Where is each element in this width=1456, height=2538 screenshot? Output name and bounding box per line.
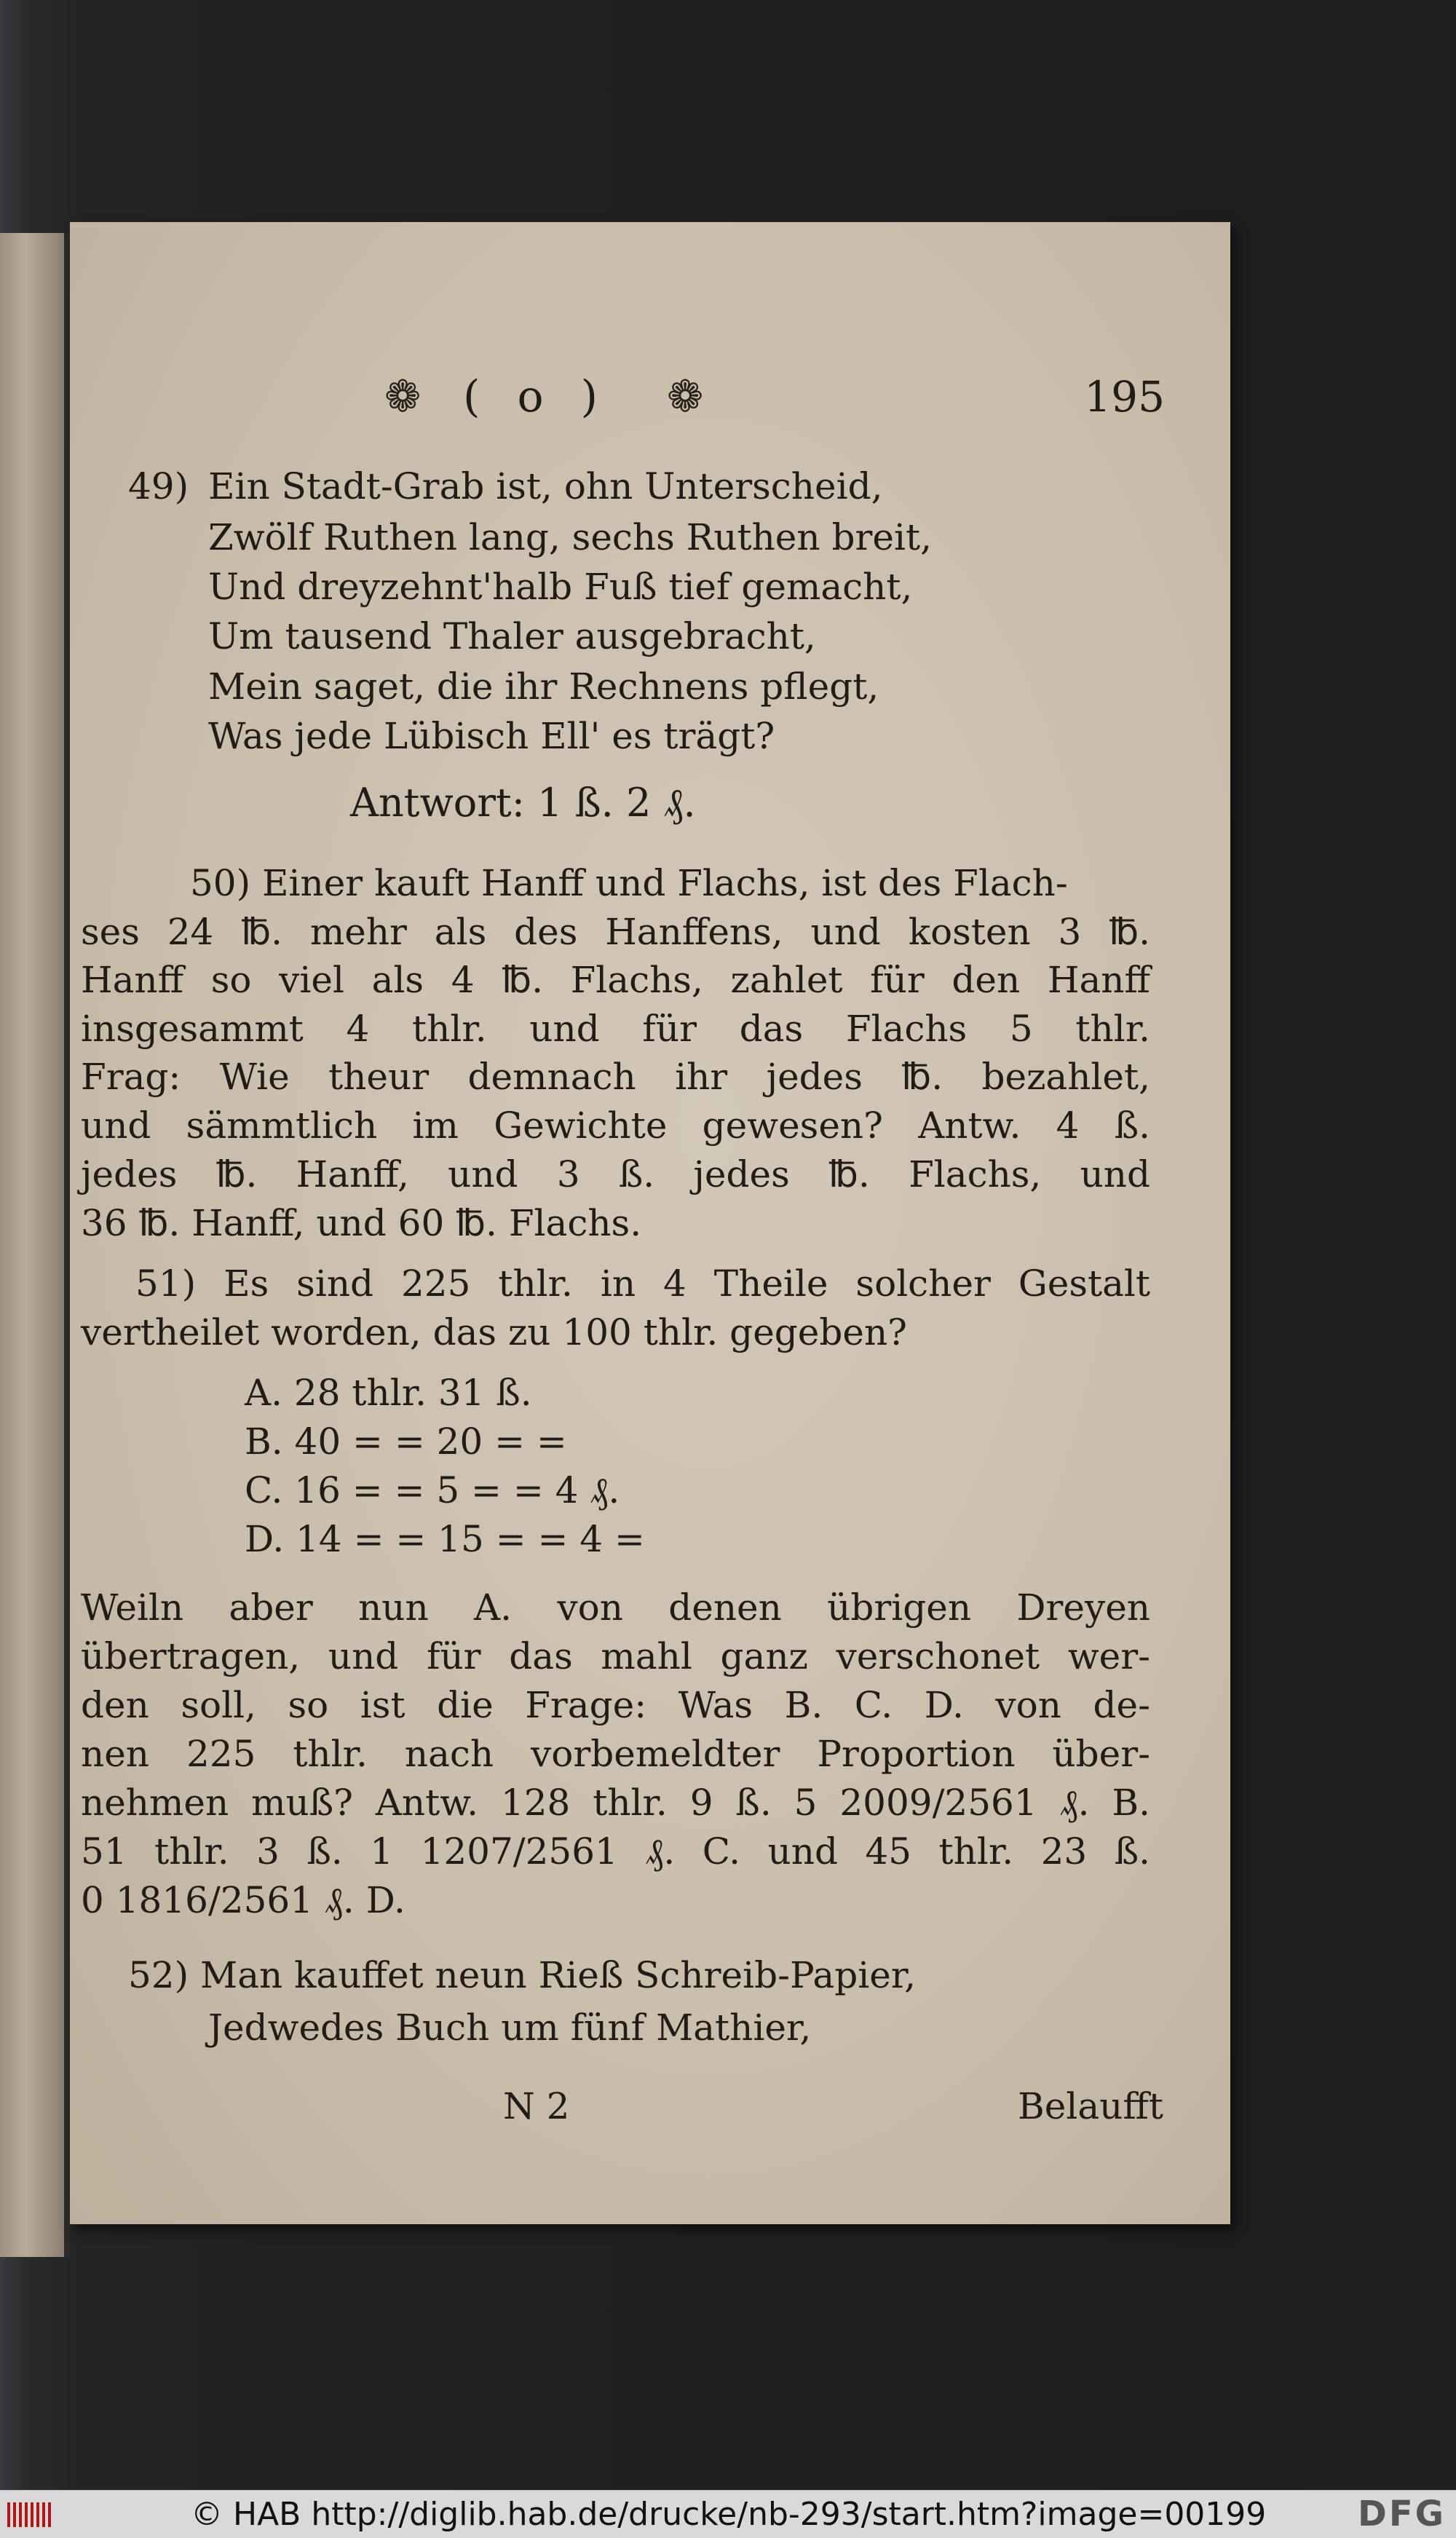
problem-50-line: und sämmtlich im Gewichte gewesen? Antw. 4 ß. — [81, 1104, 1150, 1147]
header-title: ( o ) — [463, 371, 610, 422]
problem-51-intro: vertheilet worden, das zu 100 thlr. gegeben? — [81, 1311, 907, 1353]
problem-49-line: Und dreyzehnt'halb Fuß tief gemacht, — [208, 566, 913, 608]
problem-52-line: 52) Man kauffet neun Rieß Schreib-Papier, — [128, 1954, 917, 1996]
problem-51-table-row: A. 28 thlr. 31 ß. — [245, 1372, 532, 1414]
problem-51-body: nen 225 thlr. nach vorbemeldter Proportion über- — [81, 1733, 1150, 1775]
problem-51-intro: 51) Es sind 225 thlr. in 4 Theile solcher Gestalt — [135, 1262, 1150, 1305]
problem-51-body: 51 thlr. 3 ß. 1 1207/2561 ₰. C. und 45 thlr. 23 ß. — [81, 1830, 1150, 1873]
problem-50-line: Hanff so viel als 4 ℔. Flachs, zahlet für den Hanff — [81, 959, 1150, 1001]
problem-49-line: Was jede Lübisch Ell' es trägt? — [208, 715, 775, 757]
problem-49-number: 49) — [128, 465, 189, 507]
problem-51-body: 0 1816/2561 ₰. D. — [81, 1879, 405, 1921]
ornament-right-icon: ❁ — [667, 371, 704, 422]
problem-49-line: Zwölf Ruthen lang, sechs Ruthen breit, — [208, 516, 932, 558]
problem-51-table-row: B. 40 = = 20 = = — [245, 1420, 567, 1463]
problem-51-body: Weiln aber nun A. von denen übrigen Dreyen — [81, 1586, 1150, 1629]
problem-51-table-row: D. 14 = = 15 = = 4 = — [245, 1518, 645, 1560]
problem-50-line: 50) Einer kauft Hanff und Flachs, ist des Flach- — [190, 862, 1068, 904]
dfg-logo: DFG — [1357, 2494, 1446, 2534]
hab-logo-icon — [7, 2499, 58, 2530]
catchword: Belaufft — [1018, 2085, 1163, 2127]
problem-52-line: Jedwedes Buch um fünf Mathier, — [208, 2007, 812, 2049]
problem-50-line: insgesammt 4 thlr. und für das Flachs 5 thlr. — [81, 1008, 1150, 1050]
footer-source-link[interactable]: © HAB http://diglib.hab.de/drucke/nb-293/start.htm?image=00199 — [191, 2496, 1267, 2533]
problem-49-answer: Antwort: 1 ß. 2 ₰. — [350, 780, 696, 826]
problem-51-body: nehmen muß? Antw. 128 thlr. 9 ß. 5 2009/2561 ₰. B. — [81, 1782, 1150, 1824]
gutter-shadow — [64, 233, 70, 2257]
problem-50-line: Frag: Wie theur demnach ihr jedes ℔. bezahlet, — [81, 1056, 1150, 1098]
signature-mark: N 2 — [503, 2085, 570, 2127]
problem-50-line: ses 24 ℔. mehr als des Hanffens, und kosten 3 ℔. — [81, 911, 1150, 953]
problem-51-body: den soll, so ist die Frage: Was B. C. D. von de- — [81, 1684, 1150, 1726]
problem-49-line: Ein Stadt-Grab ist, ohn Unterscheid, — [208, 465, 883, 507]
facing-page-edge — [0, 233, 64, 2257]
book-page — [70, 222, 1230, 2224]
page-header — [70, 371, 1230, 422]
problem-49-line: Mein saget, die ihr Rechnens pflegt, — [208, 665, 879, 708]
problem-49-line: Um tausend Thaler ausgebracht, — [208, 615, 816, 657]
problem-51-table-row: C. 16 = = 5 = = 4 ₰. — [245, 1469, 620, 1511]
ornament-left-icon: ❁ — [384, 371, 422, 422]
problem-50-line: jedes ℔. Hanff, und 3 ß. jedes ℔. Flachs, und — [81, 1153, 1150, 1195]
footer-bar — [0, 2490, 1456, 2538]
page-number: 195 — [1084, 372, 1165, 422]
problem-50-line: 36 ℔. Hanff, und 60 ℔. Flachs. — [81, 1202, 642, 1244]
problem-51-body: übertragen, und für das mahl ganz verschonet wer- — [81, 1635, 1150, 1677]
